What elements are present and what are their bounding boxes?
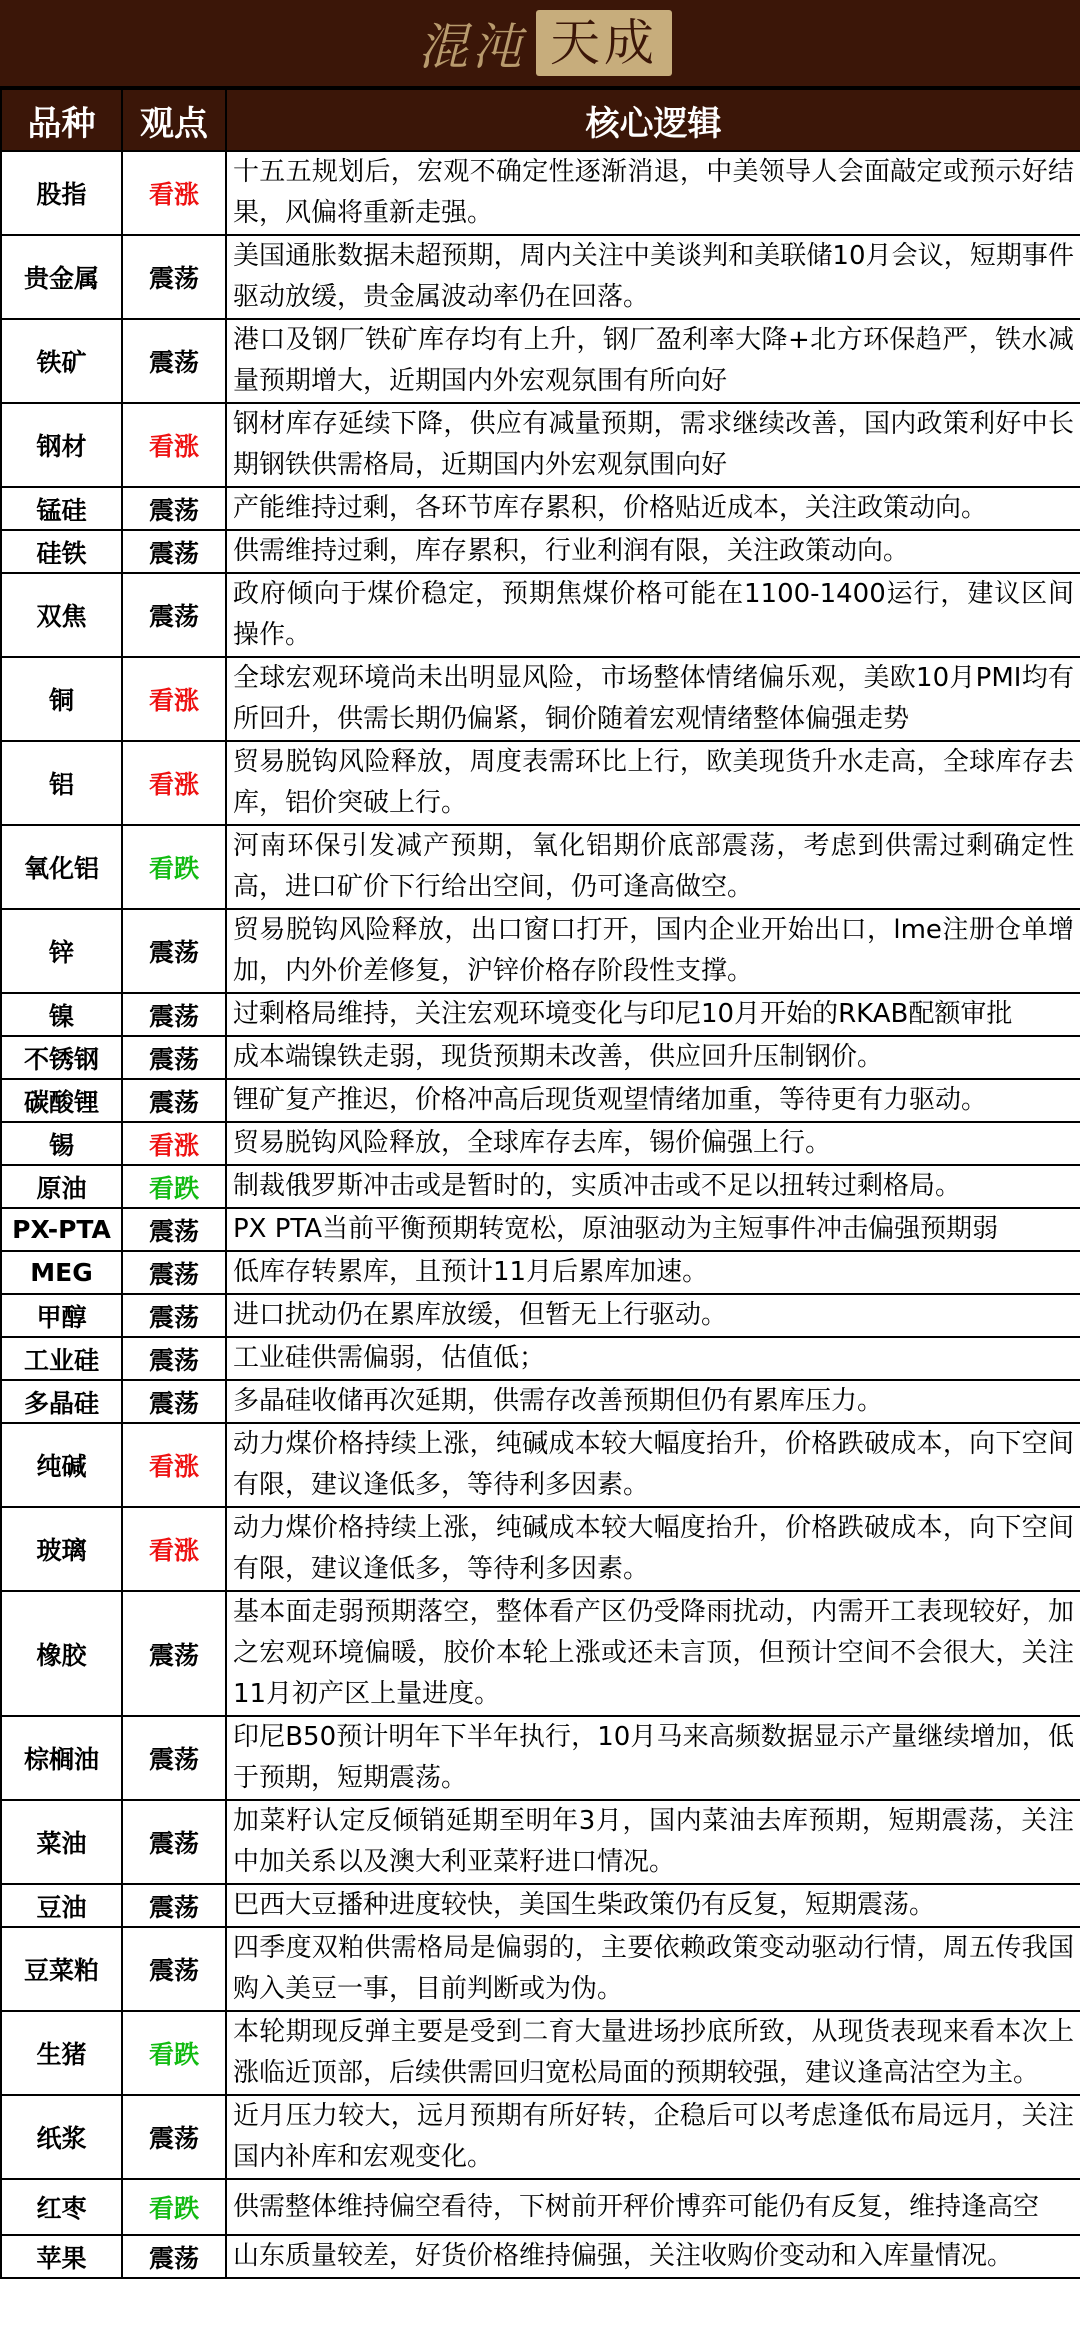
table-row	[1, 403, 1080, 487]
view-badge: 看涨	[122, 657, 226, 741]
variety-name: 氧化铝	[1, 825, 122, 909]
core-logic-text: 锂矿复产推迟，价格冲高后现货观望情绪加重，等待更有力驱动。	[226, 1079, 1080, 1122]
variety-name: 锌	[1, 909, 122, 993]
core-logic-text: 产能维持过剩，各环节库存累积，价格贴近成本，关注政策动向。	[226, 487, 1080, 530]
core-logic-text: PX PTA当前平衡预期转宽松，原油驱动为主短事件冲击偏强预期弱	[226, 1208, 1080, 1251]
table-row	[1, 1251, 1080, 1294]
column-header-logic: 核心逻辑	[226, 89, 1080, 151]
variety-name: 铜	[1, 657, 122, 741]
view-badge: 震荡	[122, 2095, 226, 2179]
table-row	[1, 530, 1080, 573]
core-logic-text: 进口扰动仍在累库放缓，但暂无上行驱动。	[226, 1294, 1080, 1337]
core-logic-text: 贸易脱钩风险释放，周度表需环比上行，欧美现货升水走高，全球库存去库，铝价突破上行。	[226, 741, 1080, 825]
table-row	[1, 1380, 1080, 1423]
table-row	[1, 1507, 1080, 1591]
view-badge: 震荡	[122, 1251, 226, 1294]
variety-name: 原油	[1, 1165, 122, 1208]
view-badge: 看跌	[122, 2011, 226, 2095]
core-logic-text: 美国通胀数据未超预期，周内关注中美谈判和美联储10月会议，短期事件驱动放缓，贵金属波动率仍在回落。	[226, 235, 1080, 319]
table-header	[1, 89, 1080, 151]
core-logic-text: 供需维持过剩，库存累积，行业利润有限，关注政策动向。	[226, 530, 1080, 573]
variety-name: 生猪	[1, 2011, 122, 2095]
variety-name: 豆油	[1, 1884, 122, 1927]
variety-name: PX-PTA	[1, 1208, 122, 1251]
variety-name: 镍	[1, 993, 122, 1036]
variety-name: 甲醇	[1, 1294, 122, 1337]
variety-name: 不锈钢	[1, 1036, 122, 1079]
view-badge: 震荡	[122, 573, 226, 657]
variety-name: 碳酸锂	[1, 1079, 122, 1122]
core-logic-text: 全球宏观环境尚未出明显风险，市场整体情绪偏乐观，美欧10月PMI均有所回升，供需长期仍偏紧，铜价随着宏观情绪整体偏强走势	[226, 657, 1080, 741]
variety-name: 纸浆	[1, 2095, 122, 2179]
core-logic-text: 政府倾向于煤价稳定，预期焦煤价格可能在1100-1400运行，建议区间操作。	[226, 573, 1080, 657]
core-logic-text: 近月压力较大，远月预期有所好转，企稳后可以考虑逢低布局远月，关注国内补库和宏观变化。	[226, 2095, 1080, 2179]
variety-name: 菜油	[1, 1800, 122, 1884]
view-badge: 震荡	[122, 487, 226, 530]
view-badge: 看涨	[122, 1423, 226, 1507]
table-row	[1, 1294, 1080, 1337]
variety-name: 贵金属	[1, 235, 122, 319]
core-logic-text: 加菜籽认定反倾销延期至明年3月，国内菜油去库预期，短期震荡，关注中加关系以及澳大利亚菜籽进口情况。	[226, 1800, 1080, 1884]
table-row	[1, 1208, 1080, 1251]
core-logic-text: 港口及钢厂铁矿库存均有上升，钢厂盈利率大降+北方环保趋严，铁水减量预期增大，近期国内外宏观氛围有所向好	[226, 319, 1080, 403]
core-logic-text: 低库存转累库，且预计11月后累库加速。	[226, 1251, 1080, 1294]
core-logic-text: 四季度双粕供需格局是偏弱的，主要依赖政策变动驱动行情，周五传我国购入美豆一事，目前判断或为伪。	[226, 1927, 1080, 2011]
table-row	[1, 1716, 1080, 1800]
core-logic-text: 动力煤价格持续上涨，纯碱成本较大幅度抬升，价格跌破成本，向下空间有限，建议逢低多，等待利多因素。	[226, 1507, 1080, 1591]
table-row	[1, 1165, 1080, 1208]
table-row	[1, 2235, 1080, 2278]
view-badge: 看涨	[122, 151, 226, 235]
core-logic-text: 贸易脱钩风险释放，出口窗口打开，国内企业开始出口，lme注册仓单增加，内外价差修复，沪锌价格存阶段性支撑。	[226, 909, 1080, 993]
table-row	[1, 1337, 1080, 1380]
view-badge: 震荡	[122, 2235, 226, 2278]
table-body	[1, 151, 1080, 2278]
view-badge: 震荡	[122, 1337, 226, 1380]
table-row	[1, 235, 1080, 319]
view-badge: 震荡	[122, 319, 226, 403]
view-badge: 震荡	[122, 1591, 226, 1716]
table-row	[1, 1800, 1080, 1884]
view-badge: 震荡	[122, 1716, 226, 1800]
variety-name: 玻璃	[1, 1507, 122, 1591]
variety-name: 红枣	[1, 2179, 122, 2235]
table-row	[1, 1884, 1080, 1927]
table-row	[1, 1591, 1080, 1716]
core-logic-text: 钢材库存延续下降，供应有减量预期，需求继续改善，国内政策利好中长期钢铁供需格局，近期国内外宏观氛围向好	[226, 403, 1080, 487]
view-badge: 震荡	[122, 1380, 226, 1423]
view-badge: 震荡	[122, 1079, 226, 1122]
table-row	[1, 1036, 1080, 1079]
view-badge: 看涨	[122, 1507, 226, 1591]
table-row	[1, 2011, 1080, 2095]
view-badge: 震荡	[122, 1927, 226, 2011]
logo-bar	[0, 0, 1080, 88]
table-row	[1, 1927, 1080, 2011]
core-logic-text: 基本面走弱预期落空，整体看产区仍受降雨扰动，内需开工表现较好，加之宏观环境偏暖，胶价本轮上涨或还未言顶，但预计空间不会很大，关注11月初产区上量进度。	[226, 1591, 1080, 1716]
variety-name: 双焦	[1, 573, 122, 657]
variety-name: 橡胶	[1, 1591, 122, 1716]
variety-name: 铝	[1, 741, 122, 825]
variety-name: 多晶硅	[1, 1380, 122, 1423]
core-logic-text: 山东质量较差，好货价格维持偏强，关注收购价变动和入库量情况。	[226, 2235, 1080, 2278]
core-logic-text: 多晶硅收储再次延期，供需存改善预期但仍有累库压力。	[226, 1380, 1080, 1423]
core-logic-text: 贸易脱钩风险释放，全球库存去库，锡价偏强上行。	[226, 1122, 1080, 1165]
view-badge: 震荡	[122, 1800, 226, 1884]
variety-name: 钢材	[1, 403, 122, 487]
view-badge: 震荡	[122, 1036, 226, 1079]
table-row	[1, 993, 1080, 1036]
table-row	[1, 1122, 1080, 1165]
core-logic-text: 河南环保引发减产预期，氧化铝期价底部震荡，考虑到供需过剩确定性高，进口矿价下行给出空间，仍可逢高做空。	[226, 825, 1080, 909]
column-header-variety: 品种	[1, 89, 122, 151]
variety-name: MEG	[1, 1251, 122, 1294]
column-header-view: 观点	[122, 89, 226, 151]
view-badge: 震荡	[122, 1884, 226, 1927]
variety-name: 工业硅	[1, 1337, 122, 1380]
core-logic-text: 制裁俄罗斯冲击或是暂时的，实质冲击或不足以扭转过剩格局。	[226, 1165, 1080, 1208]
core-logic-text: 供需整体维持偏空看待，下树前开秤价博弈可能仍有反复，维持逢高空	[226, 2179, 1080, 2235]
core-logic-text: 过剩格局维持，关注宏观环境变化与印尼10月开始的RKAB配额审批	[226, 993, 1080, 1036]
variety-name: 铁矿	[1, 319, 122, 403]
table-row	[1, 573, 1080, 657]
table-row	[1, 319, 1080, 403]
variety-name: 股指	[1, 151, 122, 235]
table-row	[1, 2095, 1080, 2179]
view-badge: 震荡	[122, 909, 226, 993]
view-badge: 看跌	[122, 1165, 226, 1208]
variety-name: 纯碱	[1, 1423, 122, 1507]
table-row	[1, 151, 1080, 235]
outlook-table	[0, 88, 1080, 2279]
view-badge: 看涨	[122, 403, 226, 487]
core-logic-text: 十五五规划后，宏观不确定性逐渐消退，中美领导人会面敲定或预示好结果，风偏将重新走强。	[226, 151, 1080, 235]
view-badge: 震荡	[122, 235, 226, 319]
table-row	[1, 741, 1080, 825]
core-logic-text: 印尼B50预计明年下半年执行，10月马来高频数据显示产量继续增加，低于预期，短期震荡。	[226, 1716, 1080, 1800]
table-row	[1, 1423, 1080, 1507]
view-badge: 看跌	[122, 825, 226, 909]
variety-name: 棕榈油	[1, 1716, 122, 1800]
core-logic-text: 工业硅供需偏弱，估值低；	[226, 1337, 1080, 1380]
table-row	[1, 1079, 1080, 1122]
core-logic-text: 动力煤价格持续上涨，纯碱成本较大幅度抬升，价格跌破成本，向下空间有限，建议逢低多，等待利多因素。	[226, 1423, 1080, 1507]
table-row	[1, 657, 1080, 741]
view-badge: 震荡	[122, 1208, 226, 1251]
variety-name: 锡	[1, 1122, 122, 1165]
variety-name: 苹果	[1, 2235, 122, 2278]
variety-name: 锰硅	[1, 487, 122, 530]
variety-name: 硅铁	[1, 530, 122, 573]
company-logo: 混沌 天成	[408, 8, 672, 78]
table-row	[1, 909, 1080, 993]
core-logic-text: 巴西大豆播种进度较快，美国生柴政策仍有反复，短期震荡。	[226, 1884, 1080, 1927]
table-row	[1, 487, 1080, 530]
view-badge: 震荡	[122, 993, 226, 1036]
view-badge: 震荡	[122, 530, 226, 573]
core-logic-text: 成本端镍铁走弱，现货预期未改善，供应回升压制钢价。	[226, 1036, 1080, 1079]
view-badge: 看跌	[122, 2179, 226, 2235]
view-badge: 震荡	[122, 1294, 226, 1337]
core-logic-text: 本轮期现反弹主要是受到二育大量进场抄底所致，从现货表现来看本次上涨临近顶部，后续供需回归宽松局面的预期较强，建议逢高沽空为主。	[226, 2011, 1080, 2095]
view-badge: 看涨	[122, 741, 226, 825]
table-row	[1, 2179, 1080, 2235]
table-row	[1, 825, 1080, 909]
view-badge: 看涨	[122, 1122, 226, 1165]
variety-name: 豆菜粕	[1, 1927, 122, 2011]
